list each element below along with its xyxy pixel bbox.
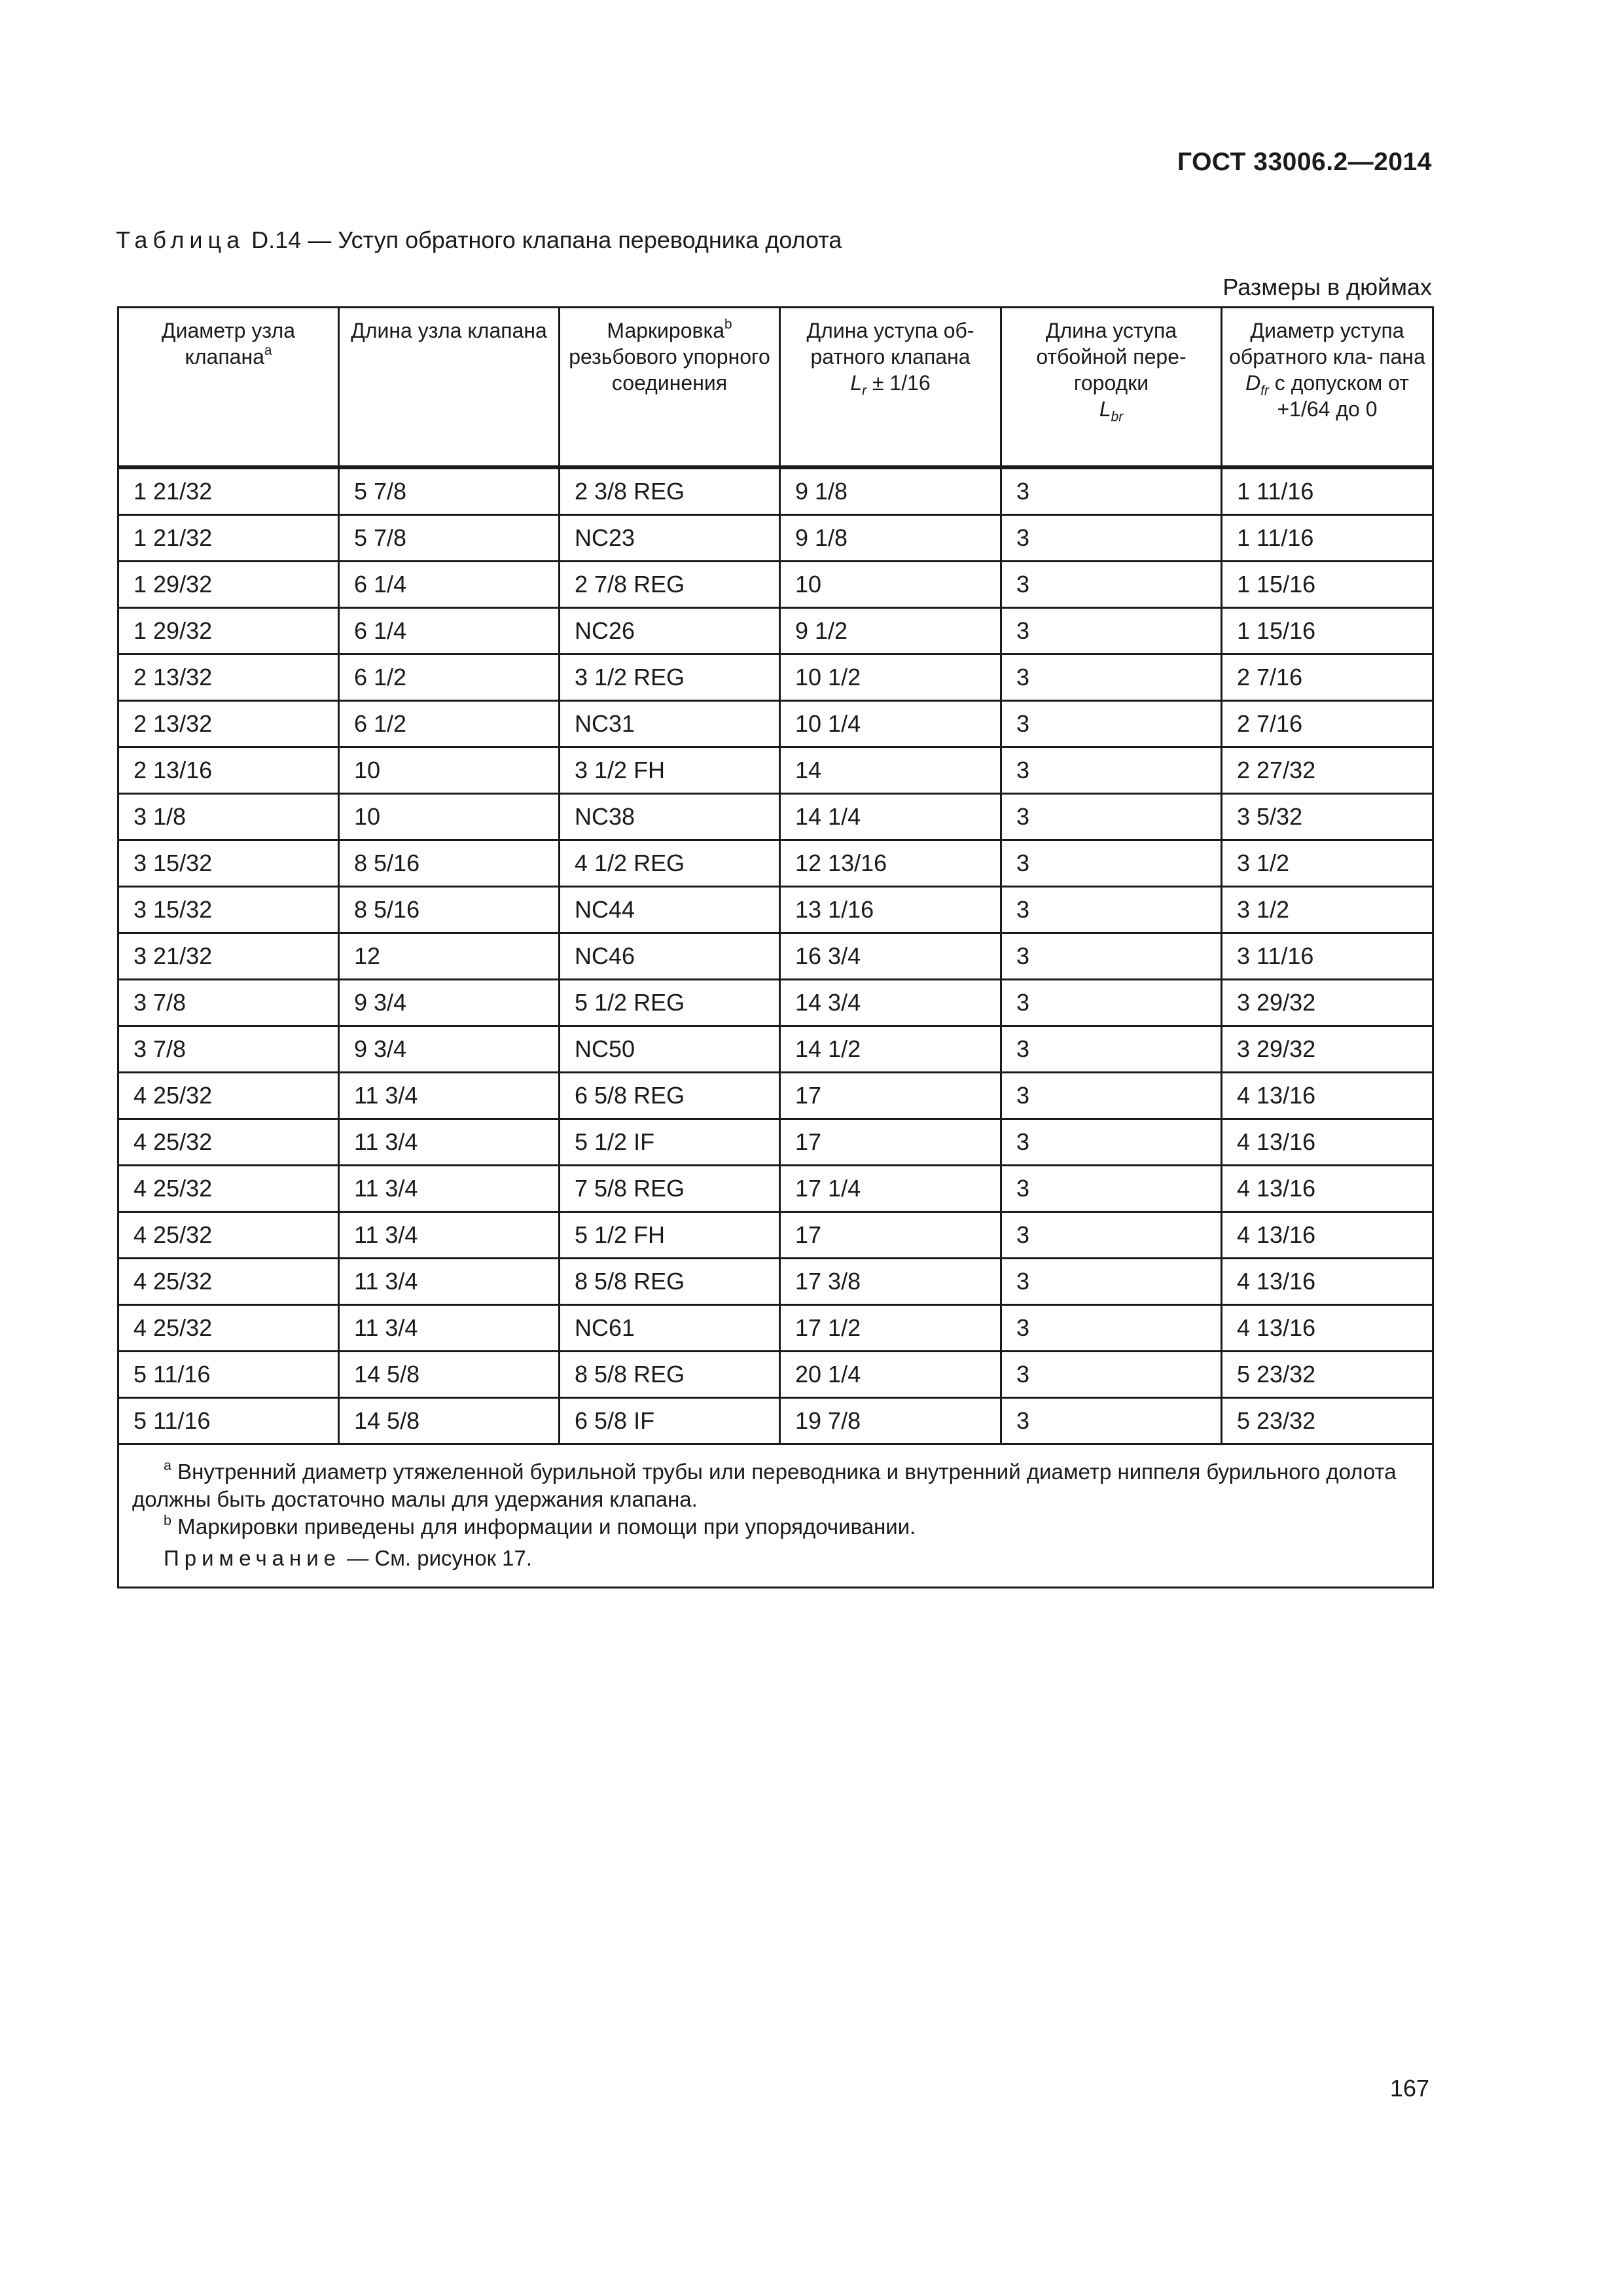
cell-shoulder-length: 17 1/4 (780, 1166, 1001, 1212)
cell-valve-diameter: 1 29/32 (118, 562, 339, 608)
cell-connection-marking: 7 5/8 REG (560, 1166, 780, 1212)
cell-shoulder-length: 19 7/8 (780, 1398, 1001, 1444)
cell-connection-marking: NC61 (560, 1305, 780, 1352)
cell-shoulder-length: 10 1/2 (780, 655, 1001, 701)
table-row (118, 1352, 1433, 1398)
cell-shoulder-diameter: 3 29/32 (1222, 980, 1433, 1026)
cell-valve-length: 8 5/16 (339, 887, 560, 933)
valve-shoulder-table (117, 306, 1434, 1588)
cell-connection-marking: 4 1/2 REG (560, 840, 780, 887)
cell-shoulder-length: 17 1/2 (780, 1305, 1001, 1352)
cell-shoulder-diameter: 2 27/32 (1222, 747, 1433, 794)
cell-connection-marking: NC26 (560, 608, 780, 655)
table-footnotes-row (118, 1444, 1433, 1588)
table-body (118, 467, 1433, 1444)
cell-shoulder-diameter: 1 11/16 (1222, 515, 1433, 562)
cell-valve-diameter: 4 25/32 (118, 1259, 339, 1305)
cell-baffle-length: 3 (1001, 887, 1222, 933)
cell-baffle-length: 3 (1001, 1259, 1222, 1305)
standard-designation: ГОСТ 33006.2—2014 (1177, 148, 1432, 176)
cell-connection-marking: NC31 (560, 701, 780, 747)
table-row (118, 1212, 1433, 1259)
cell-valve-length: 11 3/4 (339, 1305, 560, 1352)
table-row (118, 467, 1433, 515)
cell-valve-length: 11 3/4 (339, 1259, 560, 1305)
cell-shoulder-length: 14 1/4 (780, 794, 1001, 840)
col-header-connection-marking: Маркировка$^b$ резьбового упорного соединения (560, 308, 780, 468)
cell-shoulder-length: 17 3/8 (780, 1259, 1001, 1305)
footnote-b: $^b$ Маркировки приведены для информации и помощи при упорядочивании. (164, 1513, 916, 1539)
cell-baffle-length: 3 (1001, 1073, 1222, 1119)
cell-shoulder-diameter: 4 13/16 (1222, 1212, 1433, 1259)
cell-baffle-length: 3 (1001, 1212, 1222, 1259)
table-caption (116, 226, 842, 254)
table-footnotes (118, 1444, 1433, 1588)
cell-shoulder-length: 17 (780, 1073, 1001, 1119)
cell-valve-diameter: 5 11/16 (118, 1398, 339, 1444)
cell-valve-length: 11 3/4 (339, 1212, 560, 1259)
table-row (118, 1026, 1433, 1073)
cell-shoulder-diameter: 3 1/2 (1222, 840, 1433, 887)
cell-valve-diameter: 2 13/32 (118, 701, 339, 747)
table-row (118, 515, 1433, 562)
cell-baffle-length: 3 (1001, 515, 1222, 562)
cell-connection-marking: NC46 (560, 933, 780, 980)
cell-shoulder-length: 14 1/2 (780, 1026, 1001, 1073)
table-row (118, 980, 1433, 1026)
table-row (118, 887, 1433, 933)
cell-valve-diameter: 5 11/16 (118, 1352, 339, 1398)
table-row (118, 747, 1433, 794)
cell-baffle-length: 3 (1001, 467, 1222, 515)
table-row (118, 1166, 1433, 1212)
cell-connection-marking: 6 5/8 IF (560, 1398, 780, 1444)
col-header-shoulder-diameter: Диаметр уступа обратного кла- пана $D_{fr}$ с допуском от +1/64 до 0 (1222, 308, 1433, 468)
cell-valve-length: 6 1/4 (339, 562, 560, 608)
cell-baffle-length: 3 (1001, 655, 1222, 701)
cell-valve-diameter: 2 13/16 (118, 747, 339, 794)
col-header-shoulder-length: Длина уступа об- ратного клапана $L_r \pm 1/16$ (780, 308, 1001, 468)
cell-shoulder-diameter: 4 13/16 (1222, 1073, 1433, 1119)
cell-connection-marking: 6 5/8 REG (560, 1073, 780, 1119)
cell-baffle-length: 3 (1001, 840, 1222, 887)
cell-valve-diameter: 1 29/32 (118, 608, 339, 655)
table-row (118, 840, 1433, 887)
cell-baffle-length: 3 (1001, 562, 1222, 608)
table-caption-label: Таблица (116, 226, 245, 253)
cell-baffle-length: 3 (1001, 701, 1222, 747)
cell-shoulder-length: 14 3/4 (780, 980, 1001, 1026)
page-number: 167 (1389, 2075, 1429, 2102)
cell-connection-marking: 5 1/2 REG (560, 980, 780, 1026)
table-row (118, 1305, 1433, 1352)
cell-shoulder-diameter: 2 7/16 (1222, 655, 1433, 701)
cell-shoulder-length: 13 1/16 (780, 887, 1001, 933)
cell-valve-length: 8 5/16 (339, 840, 560, 887)
table-header-row (118, 308, 1433, 468)
cell-connection-marking: 3 1/2 FH (560, 747, 780, 794)
table-row (118, 562, 1433, 608)
cell-valve-diameter: 4 25/32 (118, 1119, 339, 1166)
col-header-valve-diameter: Диаметр узла клапана$^a$ (118, 308, 339, 468)
cell-baffle-length: 3 (1001, 1305, 1222, 1352)
cell-valve-length: 6 1/4 (339, 608, 560, 655)
cell-shoulder-diameter: 4 13/16 (1222, 1259, 1433, 1305)
cell-shoulder-length: 9 1/8 (780, 467, 1001, 515)
cell-valve-length: 5 7/8 (339, 515, 560, 562)
cell-valve-length: 14 5/8 (339, 1398, 560, 1444)
cell-shoulder-length: 12 13/16 (780, 840, 1001, 887)
cell-valve-diameter: 4 25/32 (118, 1073, 339, 1119)
cell-shoulder-length: 9 1/2 (780, 608, 1001, 655)
cell-connection-marking: 2 7/8 REG (560, 562, 780, 608)
cell-shoulder-diameter: 4 13/16 (1222, 1305, 1433, 1352)
cell-valve-diameter: 3 21/32 (118, 933, 339, 980)
cell-valve-length: 9 3/4 (339, 980, 560, 1026)
cell-shoulder-diameter: 1 15/16 (1222, 562, 1433, 608)
cell-shoulder-diameter: 1 11/16 (1222, 467, 1433, 515)
cell-baffle-length: 3 (1001, 933, 1222, 980)
cell-shoulder-length: 9 1/8 (780, 515, 1001, 562)
cell-valve-diameter: 1 21/32 (118, 515, 339, 562)
cell-valve-diameter: 3 1/8 (118, 794, 339, 840)
cell-shoulder-diameter: 5 23/32 (1222, 1352, 1433, 1398)
cell-valve-diameter: 3 7/8 (118, 1026, 339, 1073)
cell-valve-diameter: 4 25/32 (118, 1166, 339, 1212)
table-row (118, 1073, 1433, 1119)
cell-valve-diameter: 3 7/8 (118, 980, 339, 1026)
cell-baffle-length: 3 (1001, 980, 1222, 1026)
cell-connection-marking: 3 1/2 REG (560, 655, 780, 701)
cell-valve-diameter: 3 15/32 (118, 887, 339, 933)
cell-shoulder-diameter: 5 23/32 (1222, 1398, 1433, 1444)
table-caption-text: D.14 — Уступ обратного клапана переводника долота (251, 226, 842, 253)
cell-valve-length: 11 3/4 (339, 1073, 560, 1119)
table-row (118, 608, 1433, 655)
cell-valve-diameter: 4 25/32 (118, 1305, 339, 1352)
cell-baffle-length: 3 (1001, 1026, 1222, 1073)
cell-valve-length: 10 (339, 747, 560, 794)
table-row (118, 1259, 1433, 1305)
cell-shoulder-diameter: 3 1/2 (1222, 887, 1433, 933)
cell-shoulder-diameter: 4 13/16 (1222, 1166, 1433, 1212)
table-row (118, 1398, 1433, 1444)
cell-shoulder-diameter: 1 15/16 (1222, 608, 1433, 655)
cell-baffle-length: 3 (1001, 1166, 1222, 1212)
cell-connection-marking: NC23 (560, 515, 780, 562)
cell-valve-length: 10 (339, 794, 560, 840)
col-header-baffle-length: Длина уступа отбойной пере- городки $L_{br}$ (1001, 308, 1222, 468)
cell-connection-marking: 5 1/2 FH (560, 1212, 780, 1259)
col-header-valve-length: Длина узла клапана (339, 308, 560, 468)
cell-shoulder-diameter: 3 11/16 (1222, 933, 1433, 980)
cell-baffle-length: 3 (1001, 1119, 1222, 1166)
cell-connection-marking: NC38 (560, 794, 780, 840)
table-row (118, 1119, 1433, 1166)
cell-valve-diameter: 3 15/32 (118, 840, 339, 887)
cell-connection-marking: NC50 (560, 1026, 780, 1073)
cell-valve-length: 6 1/2 (339, 701, 560, 747)
cell-shoulder-length: 20 1/4 (780, 1352, 1001, 1398)
cell-connection-marking: 5 1/2 IF (560, 1119, 780, 1166)
cell-connection-marking: 8 5/8 REG (560, 1352, 780, 1398)
cell-valve-length: 12 (339, 933, 560, 980)
table-note: Примечание — См. рисунок 17. (164, 1546, 533, 1570)
cell-shoulder-length: 10 1/4 (780, 701, 1001, 747)
cell-shoulder-diameter: 4 13/16 (1222, 1119, 1433, 1166)
table-row (118, 655, 1433, 701)
cell-shoulder-length: 14 (780, 747, 1001, 794)
cell-shoulder-length: 17 (780, 1119, 1001, 1166)
cell-shoulder-length: 10 (780, 562, 1001, 608)
cell-valve-diameter: 4 25/32 (118, 1212, 339, 1259)
cell-baffle-length: 3 (1001, 608, 1222, 655)
cell-baffle-length: 3 (1001, 1398, 1222, 1444)
cell-connection-marking: 8 5/8 REG (560, 1259, 780, 1305)
cell-connection-marking: NC44 (560, 887, 780, 933)
cell-shoulder-diameter: 3 29/32 (1222, 1026, 1433, 1073)
units-note: Размеры в дюймах (1222, 274, 1432, 300)
cell-connection-marking: 2 3/8 REG (560, 467, 780, 515)
cell-valve-length: 5 7/8 (339, 467, 560, 515)
cell-valve-length: 11 3/4 (339, 1119, 560, 1166)
cell-valve-length: 11 3/4 (339, 1166, 560, 1212)
cell-baffle-length: 3 (1001, 794, 1222, 840)
cell-valve-length: 6 1/2 (339, 655, 560, 701)
cell-baffle-length: 3 (1001, 1352, 1222, 1398)
cell-shoulder-diameter: 3 5/32 (1222, 794, 1433, 840)
table-row (118, 933, 1433, 980)
cell-shoulder-length: 17 (780, 1212, 1001, 1259)
table-row (118, 794, 1433, 840)
cell-valve-diameter: 1 21/32 (118, 467, 339, 515)
cell-valve-diameter: 2 13/32 (118, 655, 339, 701)
table-row (118, 701, 1433, 747)
cell-valve-length: 9 3/4 (339, 1026, 560, 1073)
footnote-a: $^a$ Внутренний диаметр утяжеленной бурильной трубы или переводника и внутренний диаметр ниппеля бурильного долота должны быть достаточно малы для удержания клапана. (132, 1458, 1397, 1511)
cell-valve-length: 14 5/8 (339, 1352, 560, 1398)
cell-shoulder-length: 16 3/4 (780, 933, 1001, 980)
cell-baffle-length: 3 (1001, 747, 1222, 794)
cell-shoulder-diameter: 2 7/16 (1222, 701, 1433, 747)
